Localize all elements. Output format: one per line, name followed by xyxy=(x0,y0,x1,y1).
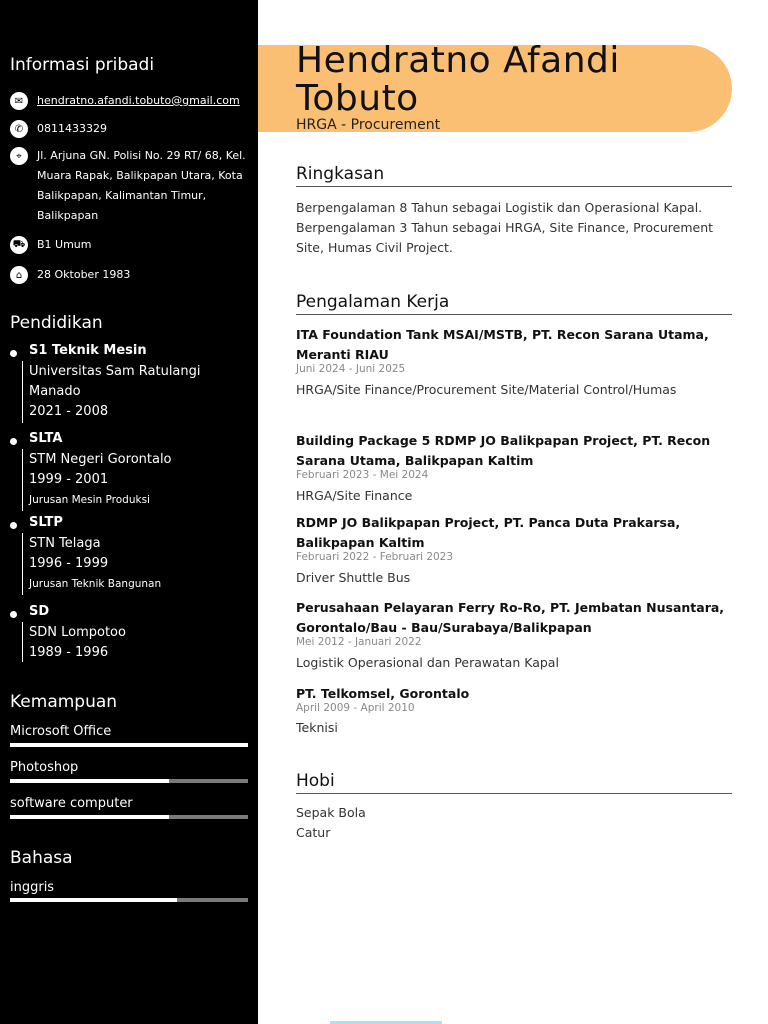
education-item xyxy=(10,604,250,664)
address-text: Jl. Arjuna GN. Polisi No. 29 RT/ 68, Kel. Muara Rapak, Balikpapan Utara, Kota Balikpapan, Kalimantan Timur, Balikpapan xyxy=(37,149,246,222)
job-period: Februari 2022 - Februari 2023 xyxy=(296,551,454,563)
job-company: Perusahaan Pelayaran Ferry Ro-Ro, PT. Jembatan Nusantara, Gorontalo/Bau - Bau/Surabaya/Balikpapan xyxy=(296,600,725,635)
divider xyxy=(296,793,732,794)
skill-name: software computer xyxy=(10,796,133,811)
education-level: SD xyxy=(29,604,50,619)
skill-bar-fill xyxy=(10,743,248,747)
job-company: ITA Foundation Tank MSAI/MSTB, PT. Recon Sarana Utama, Meranti RIAU xyxy=(296,327,709,362)
contact-birthdate xyxy=(10,266,250,285)
bullet-dot xyxy=(10,350,17,357)
skill-bar xyxy=(10,815,248,819)
divider xyxy=(296,186,732,187)
education-years: 1999 - 2001 xyxy=(29,472,109,487)
job-period: Februari 2023 - Mei 2024 xyxy=(296,469,429,481)
education-level: SLTA xyxy=(29,431,63,446)
job-period: Juni 2024 - Juni 2025 xyxy=(296,363,406,375)
job-role: HRGA/Site Finance/Procurement Site/Material Control/Humas xyxy=(296,382,677,397)
education-school: Universitas Sam Ratulangi xyxy=(29,364,201,379)
main-content xyxy=(258,0,768,1024)
job-company: Building Package 5 RDMP JO Balikpapan Project, PT. Recon Sarana Utama, Balikpapan Kaltim xyxy=(296,433,711,468)
education-city: Manado xyxy=(29,384,81,399)
hobby-heading: Hobi xyxy=(296,771,335,791)
education-major: Jurusan Teknik Bangunan xyxy=(29,578,162,590)
skill-bar-fill xyxy=(10,779,169,783)
location-icon: ⌖ xyxy=(10,147,28,165)
phone-text: 0811433329 xyxy=(37,122,107,135)
language-bar-fill xyxy=(10,898,177,902)
email-icon: ✉ xyxy=(10,92,28,110)
education-years: 1989 - 1996 xyxy=(29,645,109,660)
job-role: Driver Shuttle Bus xyxy=(296,570,411,585)
skill-bar xyxy=(10,779,248,783)
skill-name: Photoshop xyxy=(10,760,79,775)
name-line-1: Hendratno Afandi xyxy=(296,40,620,81)
skill-bar xyxy=(10,743,248,747)
full-name xyxy=(296,42,620,118)
timeline-line xyxy=(22,533,23,595)
education-item xyxy=(10,431,250,511)
education-major: Jurusan Mesin Produksi xyxy=(29,494,150,506)
personal-info-heading: Informasi pribadi xyxy=(10,55,155,75)
contact-phone xyxy=(10,120,250,139)
job-title: HRGA - Procurement xyxy=(296,117,441,133)
skills-heading: Kemampuan xyxy=(10,692,118,712)
experience-heading: Pengalaman Kerja xyxy=(296,292,450,312)
education-level: SLTP xyxy=(29,515,63,530)
bullet-dot xyxy=(10,438,17,445)
job-period: April 2009 - April 2010 xyxy=(296,702,415,714)
contact-email xyxy=(10,92,250,111)
languages-heading: Bahasa xyxy=(10,848,73,868)
timeline-line xyxy=(22,361,23,423)
sidebar xyxy=(0,0,258,1024)
cake-icon: ⌂ xyxy=(10,266,28,284)
bullet-dot xyxy=(10,522,17,529)
education-school: STM Negeri Gorontalo xyxy=(29,452,172,467)
job-company: RDMP JO Balikpapan Project, PT. Panca Duta Prakarsa, Balikpapan Kaltim xyxy=(296,515,681,550)
education-level: S1 Teknik Mesin xyxy=(29,343,147,358)
email-link[interactable]: hendratno.afandi.tobuto@gmail.com xyxy=(37,94,240,107)
job-role: Teknisi xyxy=(296,720,338,735)
job-period: Mei 2012 - Januari 2022 xyxy=(296,636,422,648)
education-years: 1996 - 1999 xyxy=(29,556,109,571)
hobby-item: Sepak Bola xyxy=(296,805,366,820)
job-role: Logistik Operasional dan Perawatan Kapal xyxy=(296,655,559,670)
timeline-line xyxy=(22,449,23,511)
education-school: STN Telaga xyxy=(29,536,101,551)
skill-bar-fill xyxy=(10,815,169,819)
language-bar xyxy=(10,898,248,902)
divider xyxy=(296,314,732,315)
summary-heading: Ringkasan xyxy=(296,164,385,184)
bullet-dot xyxy=(10,611,17,618)
name-line-2: Tobuto xyxy=(296,78,419,119)
contact-license xyxy=(10,236,250,255)
job-company: PT. Telkomsel, Gorontalo xyxy=(296,686,470,701)
skill-name: Microsoft Office xyxy=(10,724,112,739)
hobby-item: Catur xyxy=(296,825,331,840)
education-years: 2021 - 2008 xyxy=(29,404,109,419)
education-school: SDN Lompotoo xyxy=(29,625,126,640)
phone-icon: ✆ xyxy=(10,120,28,138)
car-icon: ⛟ xyxy=(10,236,28,254)
education-heading: Pendidikan xyxy=(10,313,103,333)
contact-address xyxy=(10,147,250,226)
timeline-line xyxy=(22,622,23,662)
birthdate-text: 28 Oktober 1983 xyxy=(37,268,131,281)
job-role: HRGA/Site Finance xyxy=(296,488,413,503)
summary-text: Berpengalaman 8 Tahun sebagai Logistik dan Operasional Kapal. Berpengalaman 3 Tahun sebagai HRGA, Site Finance, Procurement Site, Humas Civil Project. xyxy=(296,200,714,255)
education-item xyxy=(10,343,250,423)
language-name: inggris xyxy=(10,880,55,895)
education-item xyxy=(10,515,250,595)
license-text: B1 Umum xyxy=(37,238,92,251)
